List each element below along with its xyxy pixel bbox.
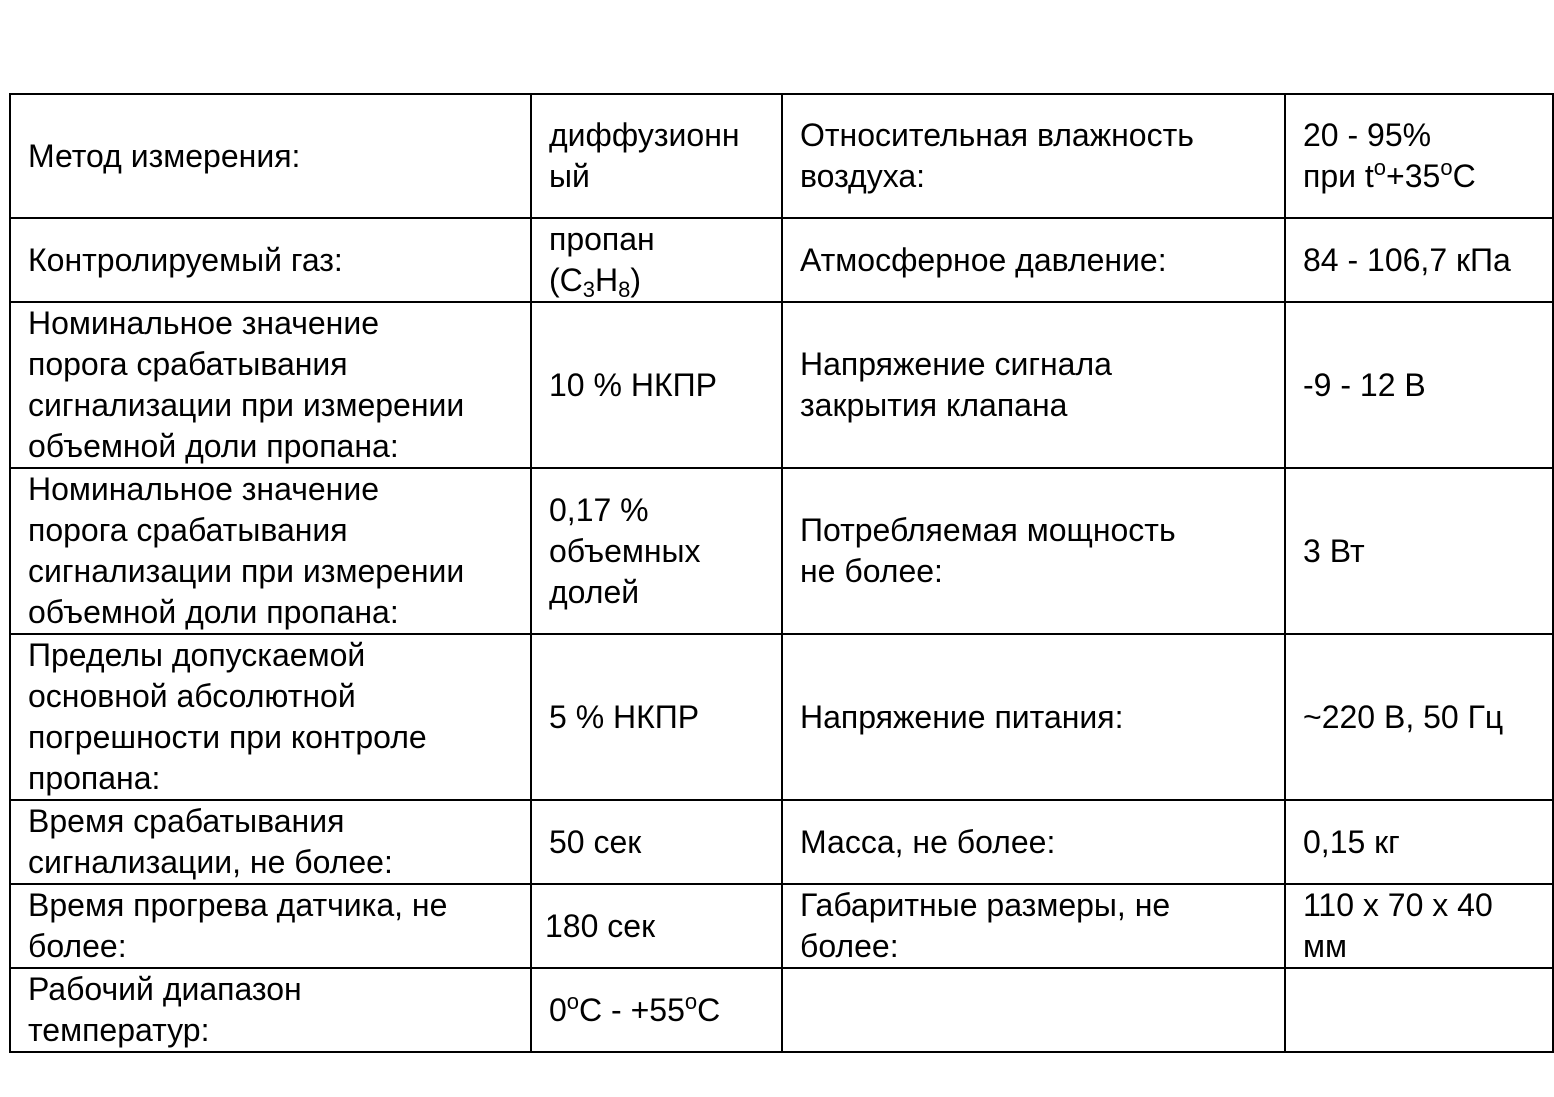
table-row (10, 800, 1553, 884)
value-text: 10 % НКПР (549, 366, 717, 403)
empty-cell (782, 968, 1285, 1052)
param-text: погрешности при контроле (28, 719, 427, 755)
param-text: порога срабатывания (28, 512, 348, 548)
param-cell (782, 218, 1285, 302)
param-text: порога срабатывания (28, 346, 348, 382)
value-cell (1285, 800, 1553, 884)
param-cell (10, 968, 531, 1052)
value-text: 110 x 70 x 40 (1303, 887, 1493, 923)
value-cell (1285, 468, 1553, 634)
param-cell (10, 800, 531, 884)
param-text: Метод измерения: (28, 137, 301, 174)
param-text: Атмосферное давление: (800, 241, 1167, 278)
value-text: $(C_3H_8)$ (549, 262, 642, 302)
param-cell (782, 302, 1285, 468)
value-text: 0,15 кг (1303, 823, 1400, 860)
param-text: Масса, не более: (800, 823, 1056, 860)
value-text: мм (1303, 928, 1347, 964)
value-cell (1285, 884, 1553, 968)
table-row (10, 94, 1553, 218)
value-text: при $t^o+35^oC$ (1303, 155, 1476, 194)
value-text: ~220 В, 50 Гц (1303, 698, 1504, 735)
param-text: Рабочий диапазон (28, 971, 302, 1007)
param-text: Номинальное значение (28, 305, 379, 341)
param-cell (10, 468, 531, 634)
value-cell (531, 302, 782, 468)
value-cell (531, 634, 782, 800)
param-text: Время срабатывания (28, 803, 345, 839)
param-cell (782, 94, 1285, 218)
value-text: долей (549, 573, 640, 610)
table-row (10, 634, 1553, 800)
param-text: сигнализации, не более: (28, 844, 393, 880)
value-cell (531, 884, 782, 968)
table-row (10, 218, 1553, 302)
table-row (10, 968, 1553, 1052)
param-cell (782, 884, 1285, 968)
param-text: более: (28, 928, 127, 964)
value-text: 50 сек (549, 823, 642, 860)
value-cell (531, 800, 782, 884)
param-text: сигнализации при измерении (28, 387, 465, 423)
value-text: 0,17 % (549, 491, 649, 528)
value-text: -9 - 12 В (1303, 366, 1426, 403)
param-cell (10, 94, 531, 218)
value-text: 180 сек (545, 907, 656, 944)
param-cell (10, 218, 531, 302)
value-text: объемных (549, 532, 701, 569)
param-text: закрытия клапана (800, 387, 1068, 423)
param-text: не более: (800, 553, 943, 589)
param-cell (782, 634, 1285, 800)
value-text: пропан (549, 221, 655, 257)
specifications-table (9, 93, 1554, 1053)
value-cell (531, 218, 782, 302)
param-text: Потребляемая мощность (800, 512, 1176, 548)
param-text: более: (800, 928, 899, 964)
param-text: температур: (28, 1012, 210, 1048)
param-text: Время прогрева датчика, не (28, 887, 448, 923)
param-text: Напряжение питания: (800, 698, 1124, 735)
value-text: диффузионн (549, 117, 740, 153)
table-row (10, 884, 1553, 968)
param-text: пропана: (28, 760, 161, 796)
param-text: Пределы допускаемой (28, 637, 366, 673)
value-cell (531, 468, 782, 634)
param-text: Номинальное значение (28, 471, 379, 507)
param-cell (782, 800, 1285, 884)
value-text: 20 - 95% (1303, 117, 1432, 153)
empty-cell (1285, 968, 1553, 1052)
value-cell (1285, 634, 1553, 800)
value-cell (1285, 218, 1553, 302)
param-text: Контролируемый газ: (28, 241, 343, 278)
table-row (10, 468, 1553, 634)
param-text: объемной доли пропана: (28, 594, 399, 630)
param-cell (10, 884, 531, 968)
value-cell (531, 94, 782, 218)
value-cell (1285, 302, 1553, 468)
value-text: ый (549, 158, 590, 194)
param-cell (782, 468, 1285, 634)
param-text: Габаритные размеры, не (800, 887, 1171, 923)
param-text: сигнализации при измерении (28, 553, 465, 589)
table-row (10, 302, 1553, 468)
value-cell (531, 968, 782, 1052)
param-text: Напряжение сигнала (800, 346, 1112, 382)
value-text: 3 Вт (1303, 532, 1365, 569)
param-text: воздуха: (800, 158, 926, 194)
value-cell (1285, 94, 1553, 218)
param-text: объемной доли пропана: (28, 428, 399, 464)
param-text: основной абсолютной (28, 678, 356, 714)
param-cell (10, 634, 531, 800)
param-cell (10, 302, 531, 468)
value-text: 84 - 106,7 кПа (1303, 241, 1511, 278)
param-text: Относительная влажность (800, 117, 1194, 153)
value-text: 5 % НКПР (549, 698, 700, 735)
value-text: $0^oC - +55^oC$ (549, 988, 721, 1028)
